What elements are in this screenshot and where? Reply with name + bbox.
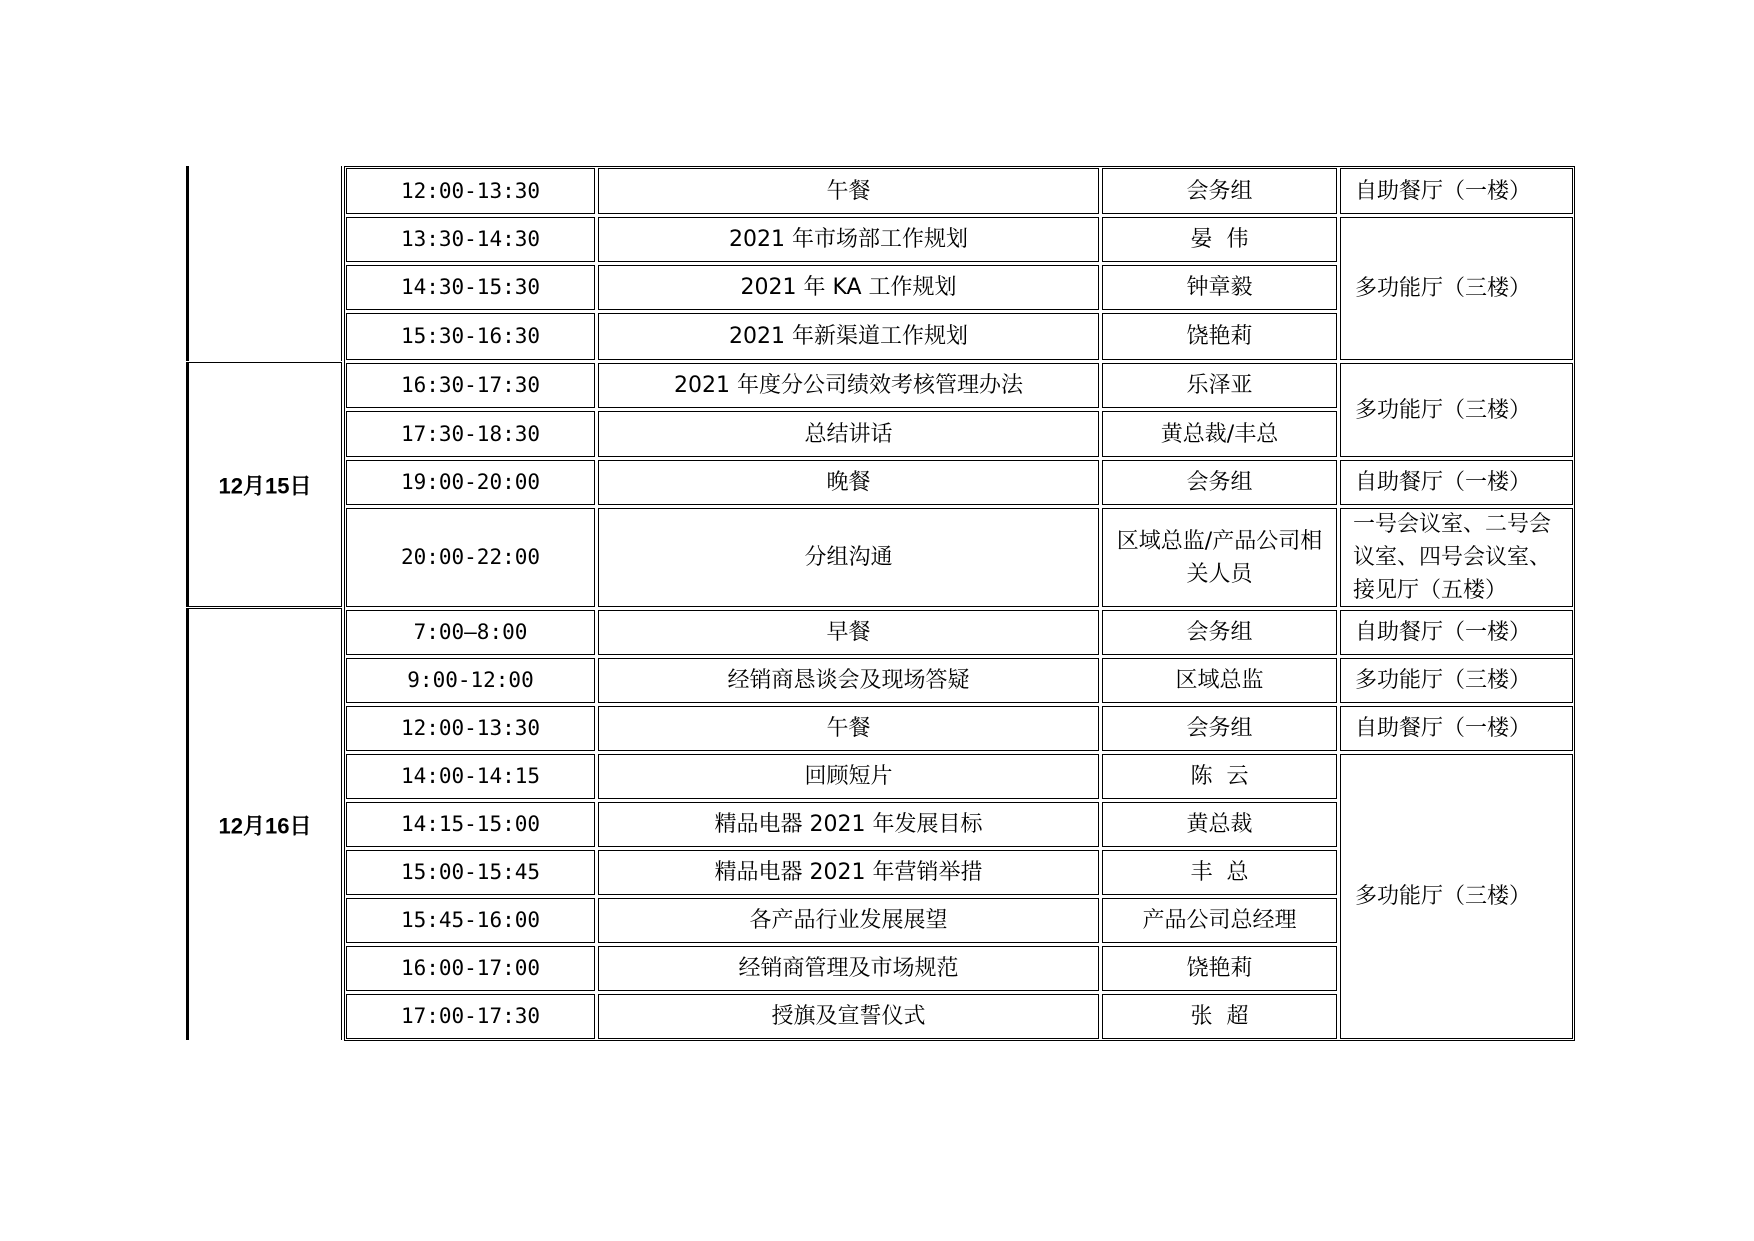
time-cell: 14:00-14:15 [346,754,595,799]
place-cell: 自助餐厅（一楼） [1340,610,1573,655]
topic-cell: 精品电器 2021 年营销举措 [598,850,1099,895]
owner-cell: 会务组 [1102,168,1337,214]
owner-cell: 区域总监/产品公司相关人员 [1102,508,1337,607]
owner-cell: 区域总监 [1102,658,1337,703]
topic-cell: 午餐 [598,706,1099,751]
owner-cell: 会务组 [1102,706,1337,751]
topic-cell: 2021 年市场部工作规划 [598,217,1099,262]
topic-cell: 分组沟通 [598,508,1099,607]
topic-cell: 2021 年新渠道工作规划 [598,313,1099,360]
owner-cell: 晏 伟 [1102,217,1337,262]
time-cell: 16:00-17:00 [346,946,595,991]
time-cell: 12:00-13:30 [346,168,595,214]
time-cell: 20:00-22:00 [346,508,595,607]
place-cell: 自助餐厅（一楼） [1340,706,1573,751]
time-cell: 14:15-15:00 [346,802,595,847]
date-cell-continued [186,166,342,361]
date-label: 12月15日 [218,473,312,498]
time-cell: 12:00-13:30 [346,706,595,751]
date-label: 12月16日 [218,813,312,838]
time-cell: 17:30-18:30 [346,411,595,457]
topic-cell: 2021 年 KA 工作规划 [598,265,1099,310]
owner-cell: 黄总裁/丰总 [1102,411,1337,457]
date-cell-dec16 [186,608,342,1040]
owner-cell: 产品公司总经理 [1102,898,1337,943]
place-cell: 自助餐厅（一楼） [1340,168,1573,214]
topic-cell: 经销商恳谈会及现场答疑 [598,658,1099,703]
time-cell: 9:00-12:00 [346,658,595,703]
time-cell: 13:30-14:30 [346,217,595,262]
owner-cell: 乐泽亚 [1102,363,1337,408]
owner-cell: 陈 云 [1102,754,1337,799]
date-cell-dec15 [186,362,342,607]
time-cell: 17:00-17:30 [346,994,595,1039]
topic-cell: 回顾短片 [598,754,1099,799]
time-cell: 19:00-20:00 [346,460,595,505]
topic-cell: 午餐 [598,168,1099,214]
time-cell: 15:30-16:30 [346,313,595,360]
owner-cell: 张 超 [1102,994,1337,1039]
topic-cell: 精品电器 2021 年发展目标 [598,802,1099,847]
time-cell: 16:30-17:30 [346,363,595,408]
topic-cell: 授旗及宣誓仪式 [598,994,1099,1039]
topic-cell: 晚餐 [598,460,1099,505]
place-cell: 多功能厅（三楼） [1340,754,1573,1039]
topic-cell: 各产品行业发展展望 [598,898,1099,943]
place-cell: 多功能厅（三楼） [1340,658,1573,703]
place-cell: 多功能厅（三楼） [1340,217,1573,360]
owner-cell: 饶艳莉 [1102,946,1337,991]
owner-cell: 会务组 [1102,460,1337,505]
owner-cell: 会务组 [1102,610,1337,655]
time-cell: 7:00—8:00 [346,610,595,655]
place-cell: 多功能厅（三楼） [1340,363,1573,457]
topic-cell: 经销商管理及市场规范 [598,946,1099,991]
place-cell: 一号会议室、二号会议室、四号会议室、接见厅（五楼） [1340,508,1573,607]
time-cell: 15:45-16:00 [346,898,595,943]
owner-cell: 丰 总 [1102,850,1337,895]
place-cell: 自助餐厅（一楼） [1340,460,1573,505]
owner-cell: 饶艳莉 [1102,313,1337,360]
owner-cell: 黄总裁 [1102,802,1337,847]
topic-cell: 早餐 [598,610,1099,655]
topic-cell: 总结讲话 [598,411,1099,457]
owner-cell: 钟章毅 [1102,265,1337,310]
topic-cell: 2021 年度分公司绩效考核管理办法 [598,363,1099,408]
time-cell: 15:00-15:45 [346,850,595,895]
time-cell: 14:30-15:30 [346,265,595,310]
